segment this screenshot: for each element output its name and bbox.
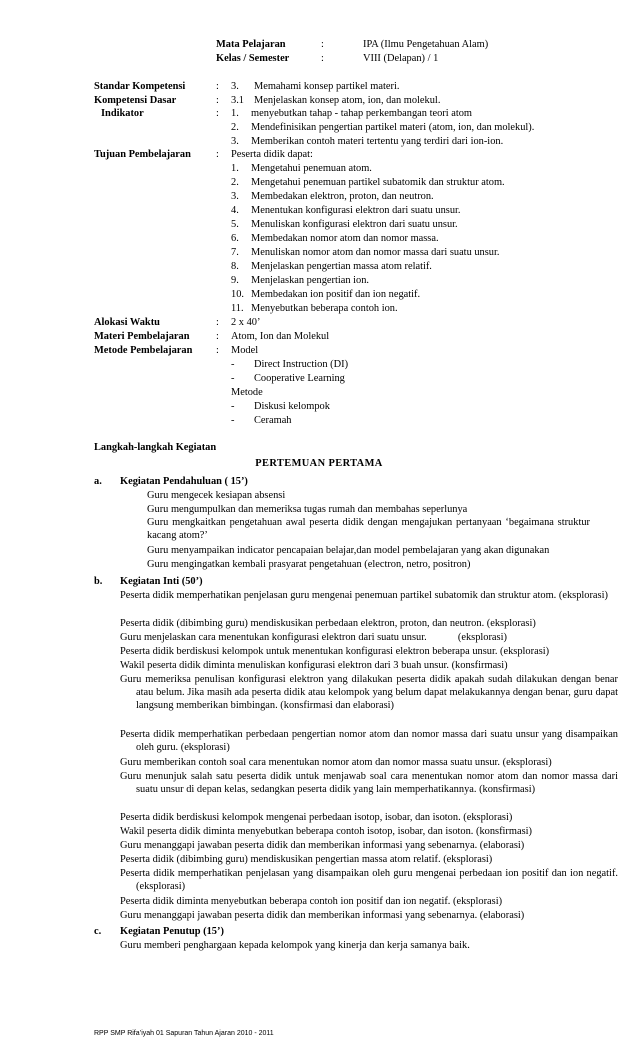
metode-label: Metode Pembelajaran [94, 345, 193, 356]
kd-colon: : [216, 95, 219, 106]
list-item: Peserta didik diminta menyebutkan beberapa contoh ion positif dan ion negatif. (eksplorasi) [120, 896, 503, 907]
list-item: Guru mengumpulkan dan memeriksa tugas rumah dan membahas seperlunya [147, 504, 468, 515]
kelas-label: Kelas / Semester [216, 53, 290, 64]
alokasi-label: Alokasi Waktu [94, 317, 160, 328]
tujuan-num: 10. [231, 289, 244, 300]
sk-text: Memahami konsep partikel materi. [254, 81, 400, 92]
mapel-colon: : [321, 39, 324, 50]
tujuan-text: Membedakan ion positif dan ion negatif. [251, 289, 421, 300]
sk-colon: : [216, 81, 219, 92]
materi-label: Materi Pembelajaran [94, 331, 190, 342]
model-item: Direct Instruction (DI) [254, 359, 349, 370]
list-item: Wakil peserta didik diminta menyebutkan beberapa contoh isotop, isobar, dan isoton. (konsfirmasi) [120, 826, 532, 837]
dash: - [231, 373, 235, 384]
materi-colon: : [216, 331, 219, 342]
tujuan-num: 6. [231, 233, 239, 244]
kelas-colon: : [321, 53, 324, 64]
tujuan-text: Menjelaskan pengertian massa atom relatif. [251, 261, 432, 272]
tujuan-num: 1. [231, 163, 239, 174]
materi-value: Atom, Ion dan Molekul [231, 331, 330, 342]
section-letter: a. [94, 476, 102, 487]
list-item: Guru menanggapi jawaban peserta didik dan memberikan informasi yang sebenarnya. (elaborasi) [120, 910, 525, 921]
list-item: Peserta didik berdiskusi kelompok untuk menentukan konfigurasi elektron beberapa unsur. (eksplorasi) [120, 646, 550, 657]
tujuan-label: Tujuan Pembelajaran [94, 149, 191, 160]
tujuan-num: 3. [231, 191, 239, 202]
list-item: Peserta didik berdiskusi kelompok mengenai perbedaan isotop, isobar, dan isoton. (eksplorasi) [120, 812, 513, 823]
dash: - [231, 401, 235, 412]
kelas-value: VIII (Delapan) / 1 [363, 53, 439, 64]
tujuan-text: Mengetahui penemuan atom. [251, 163, 372, 174]
list-item: Guru memeriksa penulisan konfigurasi elektron yang dilakukan peserta didik apakah sudah dilakukan dengan benar atau belum. Jika masih ada peserta didik atau kelompok yang belum dapat melakukannya dengan benar, guru dapat langsung memberikan bimbingan. (konsfirmasi dan elaborasi) [120, 674, 618, 711]
list-item: Peserta didik memperhatikan perbedaan pengertian nomor atom dan nomor massa dari suatu unsur yang disampaikan oleh guru. (eksplorasi) [120, 729, 618, 753]
kd-num: 3.1 [231, 95, 244, 106]
indikator-label: Indikator [101, 108, 144, 119]
tujuan-text: Menjelaskan pengertian ion. [251, 275, 370, 286]
tujuan-num: 2. [231, 177, 239, 188]
list-item: Guru menjelaskan cara menentukan konfigurasi elektron dari suatu unsur. (eksplorasi) [120, 632, 507, 643]
list-item: Wakil peserta didik diminta menuliskan konfigurasi elektron dari 3 buah unsur. (konsfirmasi) [120, 660, 508, 671]
list-item: Peserta didik (dibimbing guru) mendiskusikan pengertian massa atom relatif. (eksplorasi) [120, 854, 493, 865]
list-item: Guru menanggapi jawaban peserta didik dan memberikan informasi yang sebenarnya. (elaborasi) [120, 840, 525, 851]
tujuan-num: 5. [231, 219, 239, 230]
section-title-inti: Kegiatan Inti (50’) [120, 576, 203, 587]
tujuan-num: 11. [231, 303, 244, 314]
sk-num: 3. [231, 81, 239, 92]
tujuan-num: 9. [231, 275, 239, 286]
tujuan-num: 7. [231, 247, 239, 258]
tujuan-text: Mengetahui penemuan partikel subatomik dan struktur atom. [251, 177, 505, 188]
indikator-num: 3. [231, 136, 239, 147]
indikator-num: 1. [231, 108, 239, 119]
list-item: Peserta didik (dibimbing guru) mendiskusikan perbedaan elektron, proton, dan neutron. (eksplorasi) [120, 618, 536, 629]
tujuan-text: Membedakan nomor atom dan nomor massa. [251, 233, 439, 244]
dash: - [231, 415, 235, 426]
tujuan-text: Menyebutkan beberapa contoh ion. [251, 303, 398, 314]
kd-label: Kompetensi Dasar [94, 95, 177, 106]
kd-text: Menjelaskan konsep atom, ion, dan molekul. [254, 95, 441, 106]
list-item: Peserta didik memperhatikan penjelasan yang disampaikan oleh guru mengenai perbedaan ion positif dan ion negatif. (eksplorasi) [120, 868, 618, 892]
model-item: Cooperative Learning [254, 373, 345, 384]
tujuan-colon: : [216, 149, 219, 160]
list-item: Guru mengingatkan kembali prasyarat pengetahuan (electron, netro, positron) [147, 559, 471, 570]
pertemuan-title: PERTEMUAN PERTAMA [255, 458, 383, 469]
list-item: Guru memberikan contoh soal cara menentukan nomor atom dan nomor massa suatu unsur. (eksplorasi) [120, 757, 552, 768]
section-title-pendahuluan: Kegiatan Pendahuluan ( 15’) [120, 476, 248, 487]
alokasi-value: 2 x 40’ [231, 317, 261, 328]
metode-heading: Metode [231, 387, 263, 398]
tujuan-text: Menuliskan nomor atom dan nomor massa dari suatu unsur. [251, 247, 500, 258]
dash: - [231, 359, 235, 370]
list-item: Peserta didik memperhatikan penjelasan guru mengenai penemuan partikel subatomik dan struktur atom. (eksplorasi) [120, 590, 608, 601]
alokasi-colon: : [216, 317, 219, 328]
mapel-label: Mata Pelajaran [216, 39, 286, 50]
metode-item: Diskusi kelompok [254, 401, 330, 412]
page-footer: RPP SMP Rifa’iyah 01 Sapuran Tahun Ajaran 2010 - 2011 [94, 1030, 274, 1037]
tujuan-intro: Peserta didik dapat: [231, 149, 313, 160]
section-letter: c. [94, 926, 102, 937]
tujuan-text: Menuliskan konfigurasi elektron dari suatu unsur. [251, 219, 458, 230]
indikator-text: menyebutkan tahap - tahap perkembangan teori atom [251, 108, 473, 119]
mapel-value: IPA (Ilmu Pengetahuan Alam) [363, 39, 489, 50]
section-title-penutup: Kegiatan Penutup (15’) [120, 926, 224, 937]
list-item: Guru mengecek kesiapan absensi [147, 490, 286, 501]
indikator-text: Memberikan contoh materi tertentu yang terdiri dari ion-ion. [251, 136, 504, 147]
model-heading: Model [231, 345, 259, 356]
langkah-heading: Langkah-langkah Kegiatan [94, 442, 217, 453]
indikator-text: Mendefinisikan pengertian partikel materi (atom, ion, dan molekul). [251, 122, 535, 133]
section-letter: b. [94, 576, 103, 587]
list-item: Guru menyampaikan indicator pencapaian belajar,dan model pembelajaran yang akan digunakan [147, 545, 550, 556]
list-item: Guru mengkaitkan pengetahuan awal peserta didik dengan mengajukan pertanyaan ‘begaimana struktur kacang atom?’ [147, 517, 590, 541]
list-item: Guru memberi penghargaan kepada kelompok yang kinerja dan kerja samanya baik. [120, 940, 470, 951]
tujuan-num: 8. [231, 261, 239, 272]
list-item: Guru menunjuk salah satu peserta didik untuk menjawab soal cara menentukan nomor atom dan nomor massa dari suatu unsur di depan kelas, sedangkan peserta didik yang lain memperhatikannya. (konsfirmasi) [120, 771, 618, 795]
indikator-colon: : [216, 108, 219, 119]
metode-item: Ceramah [254, 415, 292, 426]
metode-colon: : [216, 345, 219, 356]
indikator-num: 2. [231, 122, 239, 133]
tujuan-text: Menentukan konfigurasi elektron dari suatu unsur. [251, 205, 461, 216]
sk-label: Standar Kompetensi [94, 81, 186, 92]
tujuan-num: 4. [231, 205, 239, 216]
tujuan-text: Membedakan elektron, proton, dan neutron. [251, 191, 434, 202]
